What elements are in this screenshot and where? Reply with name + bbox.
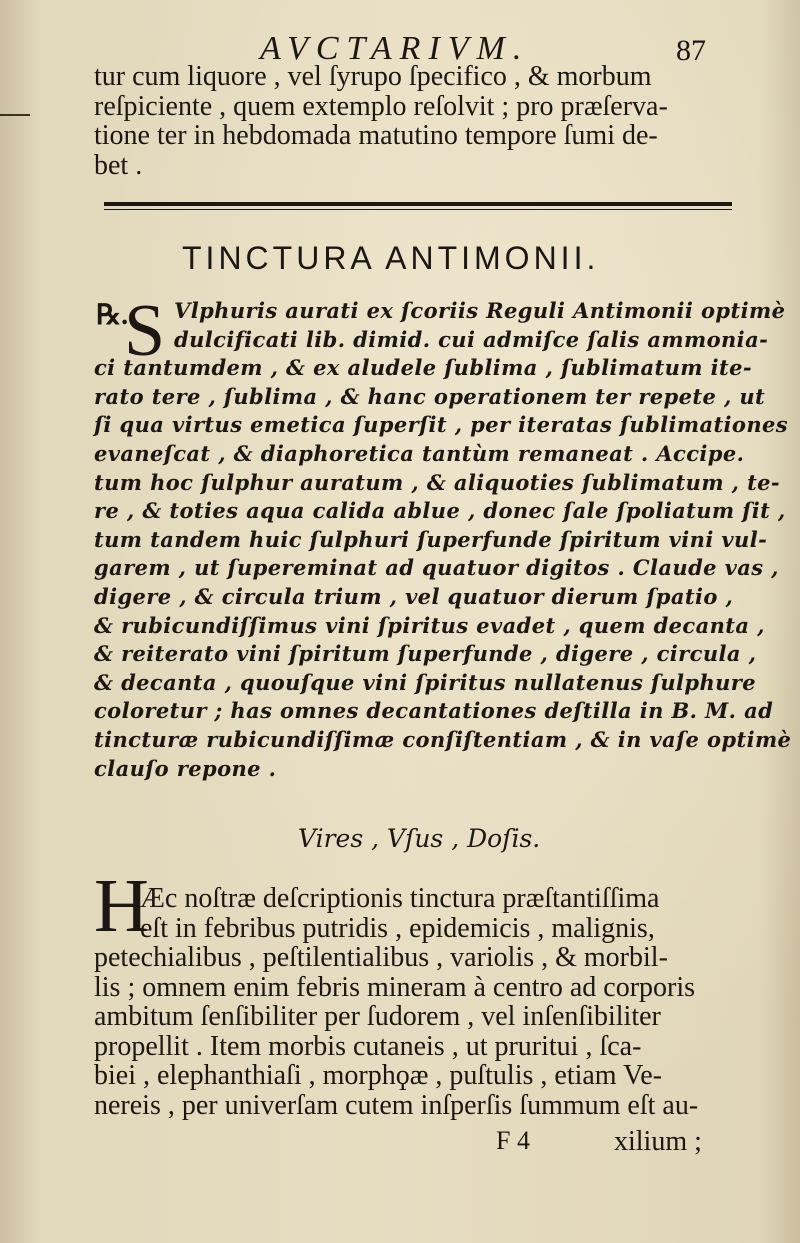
section-divider <box>104 202 732 210</box>
text-line: coloretur ; has omnes decantationes deſtilla in B. M. ad <box>94 698 774 724</box>
drop-cap: S <box>124 290 166 372</box>
body-paragraph <box>94 884 739 1120</box>
running-head: AVCTARIVM. <box>260 30 530 67</box>
text-line: tur cum liquore , vel ſyrupo ſpecifico , & morbum <box>94 61 652 92</box>
text-line: propellit . Item morbis cutaneis , ut pruritui , ſca- <box>94 1030 642 1062</box>
text-line: biei , elephanthiaſi , morphϙæ , puſtulis , etiam Ve- <box>94 1060 662 1091</box>
text-line: nereis , per univerſam cutem inſperſis ſummum eſt au- <box>94 1089 699 1121</box>
text-line: lis ; omnem enim febris mineram à centro ad corporis <box>94 971 696 1003</box>
text-line: eſt in febribus putridis , epidemicis , malignis, <box>140 912 655 944</box>
top-paragraph <box>94 62 739 180</box>
text-line: dulcificati lib. dimid. cui admiſce ſalis ammonia- <box>174 326 769 352</box>
recipe-sign: ℞. <box>96 300 129 331</box>
text-line: re , & toties aqua calida ablue , donec ſale ſpoliatum ſit , <box>94 498 786 524</box>
section-title: TINCTURA ANTIMONII. <box>182 240 600 276</box>
text-line: ambitum ſenſibiliter per ſudorem , vel inſenſibiliter <box>94 1001 661 1032</box>
text-line: tum tandem huic ſulphuri ſuperfunde ſpiritum vini vul- <box>94 526 768 552</box>
text-line: bet . <box>94 149 143 181</box>
drop-cap: H <box>94 864 149 948</box>
margin-mark <box>0 114 30 116</box>
recipe-paragraph <box>94 297 792 783</box>
text-line: tione ter in hebdomada matutino tempore ſumi de- <box>94 120 658 151</box>
text-line: clauſo repone . <box>94 755 277 781</box>
text-line: tum hoc ſulphur auratum , & aliquoties ſublimatum , te- <box>94 469 781 495</box>
text-line: evaneſcat , & diaphoretica tantùm remaneat . Accipe. <box>94 440 745 466</box>
text-line: Vlphuris aurati ex ſcoriis Reguli Antimonii optimè <box>174 298 786 323</box>
text-line: ſi qua virtus emetica ſuperſit , per iteratas ſublimationes <box>94 412 788 438</box>
text-line: Æc noſtræ deſcriptionis tinctura præſtantiſſima <box>140 883 660 914</box>
text-line: digere , & circula trium , vel quatuor dierum ſpatio , <box>94 583 734 609</box>
text-line: rato tere , ſublima , & hanc operationem ter repete , ut <box>94 383 766 409</box>
text-line: & rubicundiſſimus vini ſpiritus evadet , quem decanta , <box>94 612 765 638</box>
text-line: tincturæ rubicundiſſimæ conſiſtentiam , & in vaſe optimè <box>94 726 792 752</box>
text-line: petechialibus , peſtilentialibus , variolis , & morbil- <box>94 942 668 973</box>
page-number: 87 <box>676 34 706 67</box>
text-line: garem , ut ſupereminat ad quatuor digitos . Claude vas , <box>94 555 779 581</box>
subheading: Vires , Vſus , Doſis. <box>298 824 541 853</box>
text-line: & reiterato vini ſpiritum ſuperfunde , digere , circula , <box>94 641 757 667</box>
text-line: reſpiciente , quem extemplo reſolvit ; pro præſerva- <box>94 90 668 122</box>
text-line: & decanta , quouſque vini ſpiritus nullatenus ſulphure <box>94 669 757 695</box>
signature-mark: F 4 <box>496 1126 530 1155</box>
catchword: xilium ; <box>614 1126 702 1157</box>
text-line: ci tantumdem , & ex aludele ſublima , ſublimatum ite- <box>94 355 752 381</box>
